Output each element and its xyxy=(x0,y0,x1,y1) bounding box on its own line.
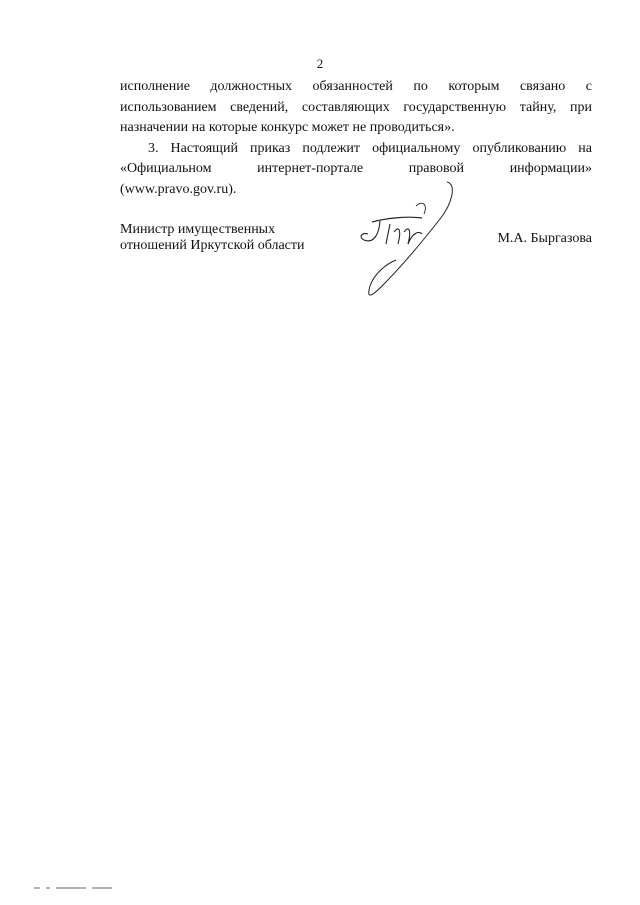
word: приказ xyxy=(249,141,291,156)
word: «Официальном xyxy=(120,161,212,176)
page-number: 2 xyxy=(316,56,324,71)
word: составляющих xyxy=(301,100,390,115)
word: правовой xyxy=(408,161,464,176)
word: с xyxy=(585,79,592,94)
body-line-4 xyxy=(120,140,592,158)
body-line-2 xyxy=(120,99,592,117)
handwritten-signature xyxy=(352,174,462,304)
word: официальному xyxy=(372,141,461,156)
word: информации» xyxy=(509,161,592,176)
word: Настоящий xyxy=(170,141,238,156)
signatory-position xyxy=(120,222,305,254)
word: должностных xyxy=(210,79,293,94)
word: на xyxy=(578,141,592,156)
word: при xyxy=(569,100,592,115)
word: по xyxy=(413,79,428,94)
word: тайну, xyxy=(519,100,557,115)
word: интернет-портале xyxy=(257,161,364,176)
word: 3. xyxy=(148,141,159,156)
word: опубликованию xyxy=(472,141,567,156)
word: обязанностей xyxy=(312,79,393,94)
body-line-6: (www.pravo.gov.ru). xyxy=(120,182,237,197)
signatory-name: М.А. Быргазова xyxy=(497,231,592,246)
body-line-3: назначении на которые конкурс может не проводиться». xyxy=(120,120,455,135)
word: подлежит xyxy=(302,141,361,156)
signatory-position-line-1: Министр имущественных xyxy=(120,222,276,237)
word: которым xyxy=(448,79,500,94)
word: использованием xyxy=(120,100,217,115)
word: исполнение xyxy=(120,79,190,94)
scan-artifact-marks xyxy=(34,885,114,891)
body-line-1 xyxy=(120,78,592,96)
word: связано xyxy=(519,79,566,94)
word: сведений, xyxy=(230,100,289,115)
signatory-position-line-2: отношений Иркутской области xyxy=(120,238,305,253)
word: государственную xyxy=(403,100,507,115)
